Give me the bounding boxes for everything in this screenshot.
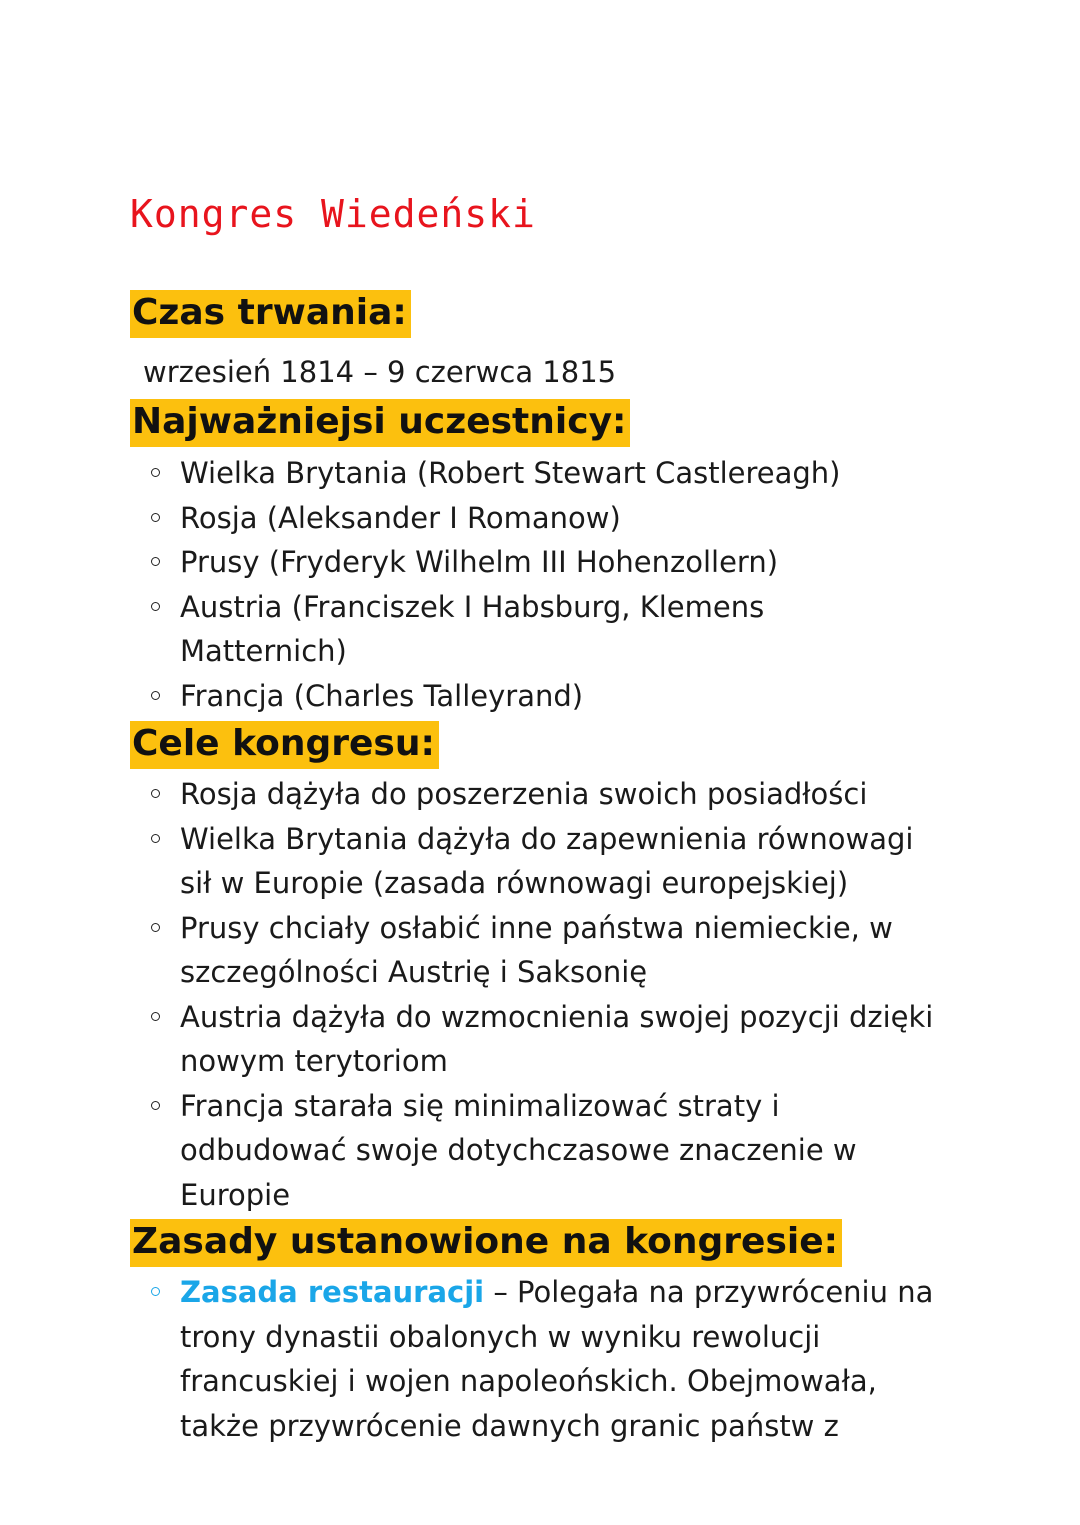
section-heading-goals: Cele kongresu: <box>130 721 439 769</box>
list-item-continuation: odbudować swoje dotychczasowe znaczenie w <box>180 1133 857 1167</box>
list-item: Prusy (Fryderyk Wilhelm III Hohenzollern) <box>180 540 980 585</box>
list-item: Wielka Brytania (Robert Stewart Castlereagh) <box>180 451 980 496</box>
bullet-icon <box>151 834 160 843</box>
list-item: Austria dążyła do wzmocnienia swojej pozycji dzięki <box>180 995 980 1040</box>
bullet-icon <box>151 789 160 798</box>
list-item-continuation: nowym terytoriom <box>180 1044 448 1078</box>
list-item: Prusy chciały osłabić inne państwa niemieckie, w <box>180 906 980 951</box>
list-item-continuation: Matternich) <box>180 634 347 668</box>
list-item: Wielka Brytania dążyła do zapewnienia równowagi <box>180 817 980 862</box>
section-heading-participants: Najważniejsi uczestnicy: <box>130 399 630 447</box>
bullet-icon <box>151 557 160 566</box>
section-heading-duration: Czas trwania: <box>130 290 411 338</box>
list-item-continuation: trony dynastii obalonych w wyniku rewolucji <box>180 1319 821 1354</box>
list-item-continuation: szczególności Austrię i Saksonię <box>180 955 648 989</box>
list-item: Francja (Charles Talleyrand) <box>180 674 980 719</box>
list-item: Zasada restauracji – Polegała na przywróceniu na <box>180 1270 980 1315</box>
page-title: Kongres Wiedeński <box>130 192 536 236</box>
principles-list <box>180 1270 980 1448</box>
bullet-icon <box>151 513 160 522</box>
list-item: Francja starała się minimalizować straty i <box>180 1084 980 1129</box>
list-item-continuation: sił w Europie (zasada równowagi europejskiej) <box>180 866 849 900</box>
principle-term: Zasada restauracji <box>180 1275 485 1309</box>
bullet-icon <box>151 1101 160 1110</box>
bullet-icon <box>151 923 160 932</box>
bullet-icon <box>151 468 160 477</box>
duration-value: wrzesień 1814 – 9 czerwca 1815 <box>143 355 617 389</box>
list-item: Rosja (Aleksander I Romanow) <box>180 496 980 541</box>
list-item-continuation: Europie <box>180 1177 291 1212</box>
list-item-continuation: także przywrócenie dawnych granic państw z <box>180 1408 839 1443</box>
bullet-icon <box>151 691 160 700</box>
list-item-continuation: francuskiej i wojen napoleońskich. Obejmowała, <box>180 1364 877 1398</box>
participants-list <box>180 451 980 718</box>
goals-list <box>180 772 980 1217</box>
bullet-icon <box>151 1287 160 1296</box>
list-item: Austria (Franciszek I Habsburg, Klemens <box>180 585 980 630</box>
section-heading-principles: Zasady ustanowione na kongresie: <box>130 1219 842 1267</box>
bullet-icon <box>151 602 160 611</box>
list-item: Rosja dążyła do poszerzenia swoich posiadłości <box>180 772 980 817</box>
bullet-icon <box>151 1012 160 1021</box>
